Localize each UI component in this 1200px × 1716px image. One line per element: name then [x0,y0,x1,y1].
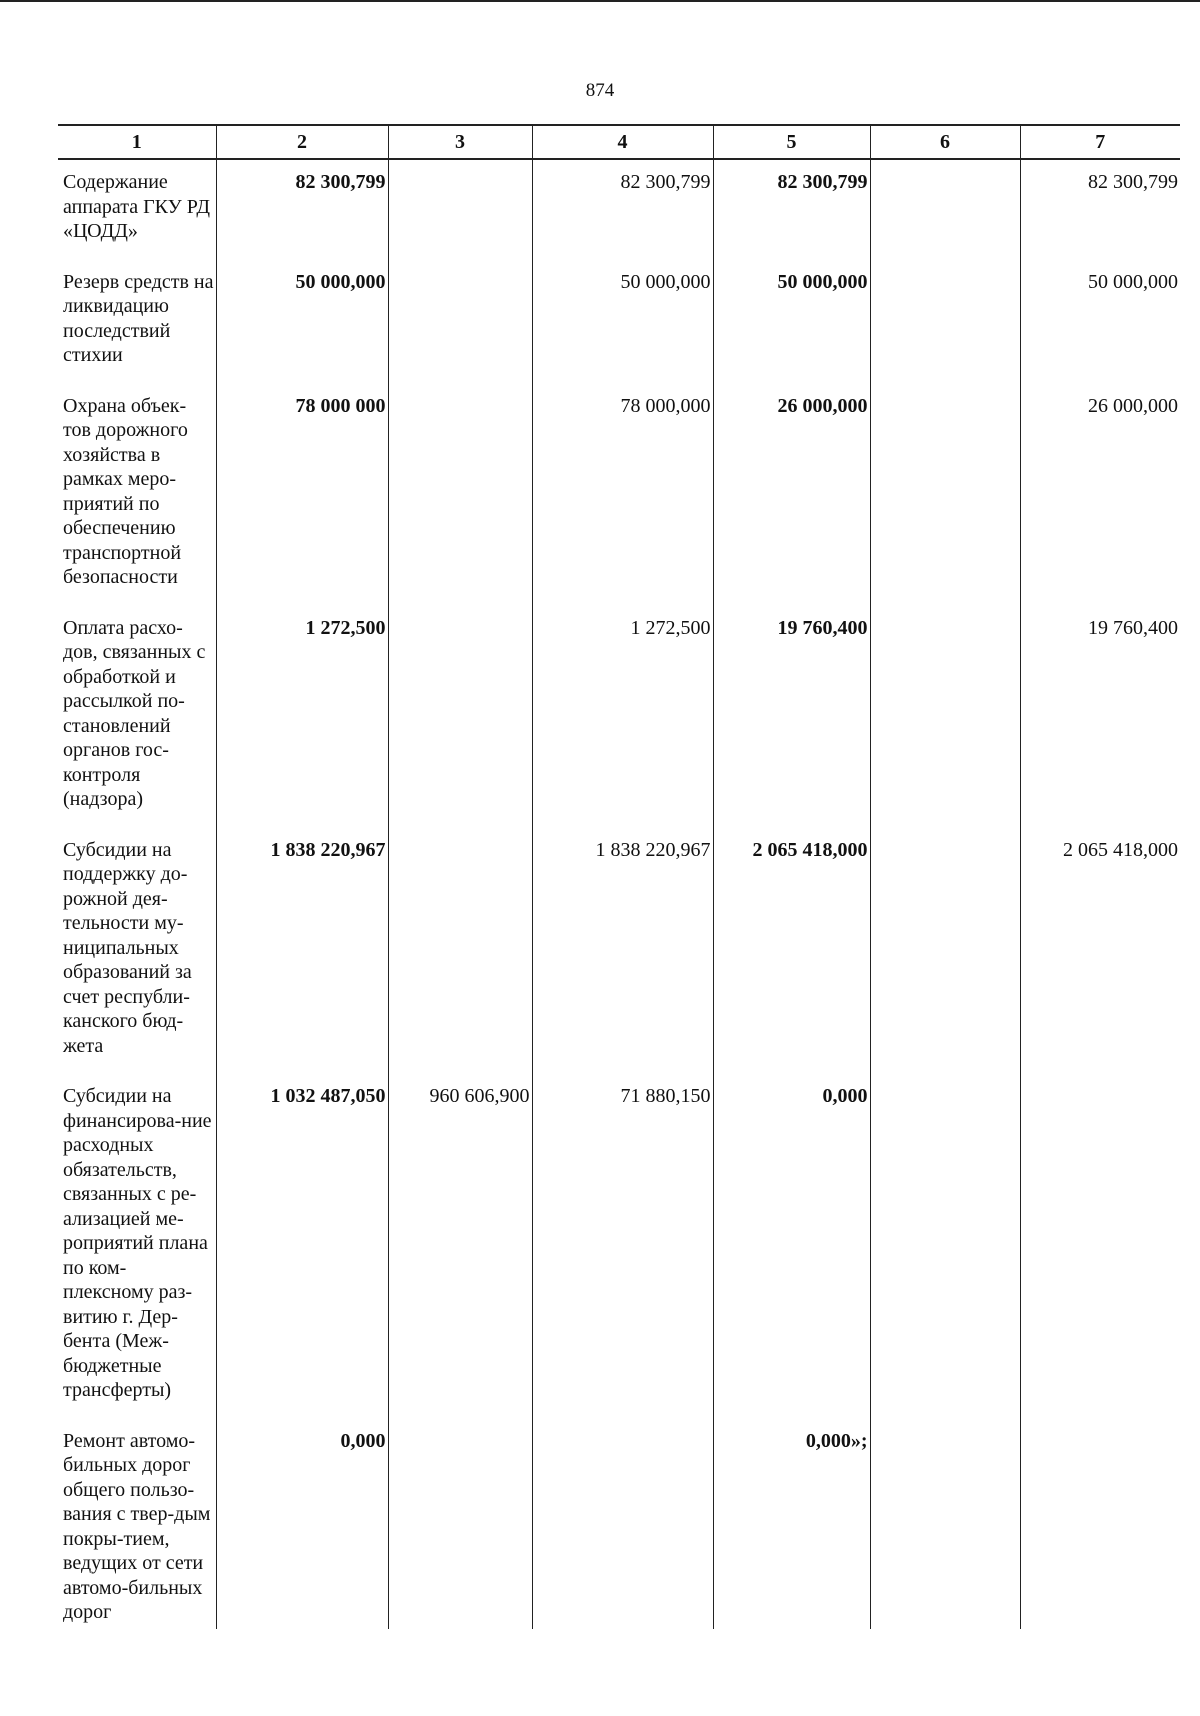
cell-col5: 2 065 418,000 [713,828,870,1075]
cell-col7 [1020,1419,1180,1629]
cell-col3 [388,384,532,606]
column-header-4: 4 [532,125,713,159]
column-header-6: 6 [870,125,1020,159]
cell-col3 [388,159,532,260]
table-row [58,1074,1180,1419]
table-row [58,828,1180,1075]
cell-col6 [870,1074,1020,1419]
cell-col6 [870,606,1020,828]
top-border-line [0,0,1200,2]
column-header-3: 3 [388,125,532,159]
row-name-cell: Содержание аппарата ГКУ РД «ЦОДД» [58,159,216,260]
cell-col7: 2 065 418,000 [1020,828,1180,1075]
header-row [58,125,1180,159]
cell-col6 [870,1419,1020,1629]
cell-col6 [870,384,1020,606]
row-name-cell: Субсидии на финансирова-ние расходных обязательств, связанных с ре-ализацией ме-роприятий плана по ком-плексному раз-витию г. Дер-бента (Меж-бюджетные трансферты) [58,1074,216,1419]
table-row [58,159,1180,260]
row-name-cell: Охрана объек-тов дорожного хозяйства в рамках меро-приятий по обеспечению транспортной безопасности [58,384,216,606]
table-row [58,384,1180,606]
cell-col7 [1020,1074,1180,1419]
column-header-7: 7 [1020,125,1180,159]
table-row [58,606,1180,828]
column-header-2: 2 [216,125,388,159]
cell-col3 [388,1419,532,1629]
cell-col4: 71 880,150 [532,1074,713,1419]
cell-col6 [870,159,1020,260]
row-name-cell: Оплата расхо-дов, связанных с обработкой и рассылкой по-становлений органов гос-контроля (надзора) [58,606,216,828]
cell-col2: 50 000,000 [216,260,388,384]
cell-col5: 82 300,799 [713,159,870,260]
cell-col7: 19 760,400 [1020,606,1180,828]
page-number: 874 [585,80,615,101]
cell-col2: 1 032 487,050 [216,1074,388,1419]
cell-col7: 26 000,000 [1020,384,1180,606]
cell-col4: 82 300,799 [532,159,713,260]
table-row [58,1419,1180,1629]
row-name-cell: Субсидии на поддержку до-рожной дея-тельности му-ниципальных образований за счет республи-канского бюд-жета [58,828,216,1075]
cell-col3 [388,260,532,384]
cell-col4: 1 272,500 [532,606,713,828]
table-row [58,260,1180,384]
cell-col2: 1 838 220,967 [216,828,388,1075]
cell-col4: 78 000,000 [532,384,713,606]
row-name-cell: Резерв средств на ликвидацию последствий стихии [58,260,216,384]
cell-col5: 0,000»; [713,1419,870,1629]
cell-col2: 0,000 [216,1419,388,1629]
cell-col3 [388,606,532,828]
cell-col4 [532,1419,713,1629]
cell-col2: 78 000 000 [216,384,388,606]
column-header-5: 5 [713,125,870,159]
cell-col5: 0,000 [713,1074,870,1419]
column-header-1: 1 [58,125,216,159]
cell-col5: 50 000,000 [713,260,870,384]
cell-col2: 82 300,799 [216,159,388,260]
row-name-cell: Ремонт автомо-бильных дорог общего пользо-вания с твер-дым покры-тием, ведущих от сети автомо-бильных дорог [58,1419,216,1629]
cell-col4: 1 838 220,967 [532,828,713,1075]
cell-col7: 50 000,000 [1020,260,1180,384]
cell-col5: 26 000,000 [713,384,870,606]
cell-col7: 82 300,799 [1020,159,1180,260]
cell-col6 [870,828,1020,1075]
cell-col4: 50 000,000 [532,260,713,384]
cell-col5: 19 760,400 [713,606,870,828]
cell-col6 [870,260,1020,384]
cell-col2: 1 272,500 [216,606,388,828]
budget-table [58,124,1180,1629]
cell-col3 [388,828,532,1075]
cell-col3: 960 606,900 [388,1074,532,1419]
